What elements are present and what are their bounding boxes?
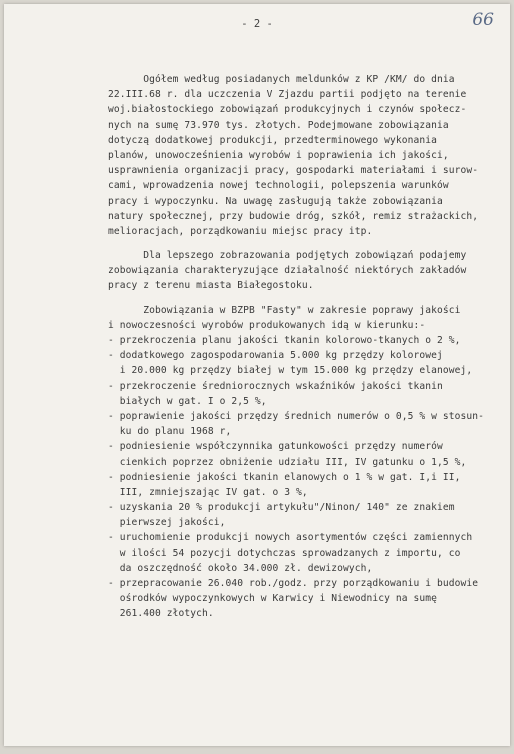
text-line: pracy z terenu miasta Białegostoku.	[108, 280, 314, 292]
list-item-continuation: 261.400 złotych.	[108, 608, 214, 620]
text-line: Zobowiązania w BZPB "Fasty" w zakresie poprawy jakości	[108, 304, 461, 316]
text-line: planów, unowocześnienia wyrobów i poprawienia ich jakości,	[108, 149, 449, 161]
text-line: melioracjach, porządkowaniu miejsc pracy itp.	[108, 225, 373, 237]
list-item-continuation: i 20.000 kg przędzy białej w tym 15.000 kg przędzy elanowej,	[108, 365, 473, 377]
text-line: Dla lepszego zobrazowania podjętych zobowiązań podajemy	[108, 250, 467, 262]
text-line: natury społecznej, przy budowie dróg, szkół, remiz strażackich,	[108, 210, 479, 222]
paragraph-gap	[108, 239, 502, 248]
text-line: woj.białostockiego zobowiązań produkcyjnych i czynów społecz-	[108, 104, 467, 116]
paragraph-fasty-commitments	[108, 303, 502, 622]
list-item: - przekroczenie średniorocznych wskaźników jakości tkanin	[108, 380, 443, 392]
list-item-continuation: cienkich poprzez obniżenie udziału III, IV gatunku o 1,5 %,	[108, 456, 467, 468]
list-item: - przepracowanie 26.040 rob./godz. przy porządkowaniu i budowie	[108, 578, 479, 589]
list-item-continuation: w ilości 54 pozycji dotychczas sprowadzanych z importu, co	[108, 547, 461, 559]
text-line: Ogółem według posiadanych meldunków z KP /KM/ do dnia	[108, 74, 455, 85]
list-item: - podniesienie jakości tkanin elanowych o 1 % w gat. I,i II,	[108, 471, 461, 483]
list-item: - przekroczenia planu jakości tkanin kolorowo-tkanych o 2 %,	[108, 335, 461, 346]
document-body	[108, 72, 502, 622]
document-page	[4, 4, 510, 746]
list-item: - podniesienie współczynnika gatunkowości przędzy numerów	[108, 441, 443, 453]
paragraph-gap	[108, 294, 502, 303]
list-item: - dodatkowego zagospodarowania 5.000 kg przędzy kolorowej	[108, 350, 443, 362]
list-item-continuation: da oszczędność około 34.000 zł. dewizowych,	[108, 562, 373, 574]
text-line: nych na sumę 73.970 tys. złotych. Podejmowane zobowiązania	[108, 119, 449, 131]
archive-number-handwritten: 66	[472, 10, 494, 30]
page-number: - 2 -	[241, 18, 273, 30]
list-item: - uzyskania 20 % produkcji artykułu"/Ninon/ 140" ze znakiem	[108, 502, 455, 514]
text-line: pracy i wypoczynku. Na uwagę zasługują także zobowiązania	[108, 195, 443, 207]
list-item-continuation: ku do planu 1968 r,	[108, 426, 232, 438]
text-line: i nowoczesności wyrobów produkowanych idą w kierunku:-	[108, 319, 426, 331]
list-item-continuation: III, zmniejszając IV gat. o 3 %,	[108, 486, 308, 498]
paragraph-intro	[108, 248, 502, 294]
text-line: zobowiązania charakteryzujące działalność niektórych zakładów	[108, 265, 467, 277]
text-line: 22.III.68 r. dla uczczenia V Zjazdu partii podjęto na terenie	[108, 89, 467, 101]
list-item-continuation: białych w gat. I o 2,5 %,	[108, 395, 267, 407]
text-line: dotyczą dodatkowej produkcji, przedterminowego wykonania	[108, 134, 438, 146]
list-item: - poprawienie jakości przędzy średnich numerów o 0,5 % w stosun-	[108, 410, 485, 422]
list-item-continuation: pierwszej jakości,	[108, 517, 226, 529]
list-item: - uruchomienie produkcji nowych asortymentów części zamiennych	[108, 532, 473, 544]
text-line: usprawnienia organizacji pracy, gospodarki materiałami i surow-	[108, 165, 479, 177]
paragraph-overview	[108, 72, 502, 239]
list-item-continuation: ośrodków wypoczynkowych w Karwicy i Niewodnicy na sumę	[108, 593, 438, 605]
text-line: cami, wprowadzenia nowej technologii, polepszenia warunków	[108, 180, 449, 192]
